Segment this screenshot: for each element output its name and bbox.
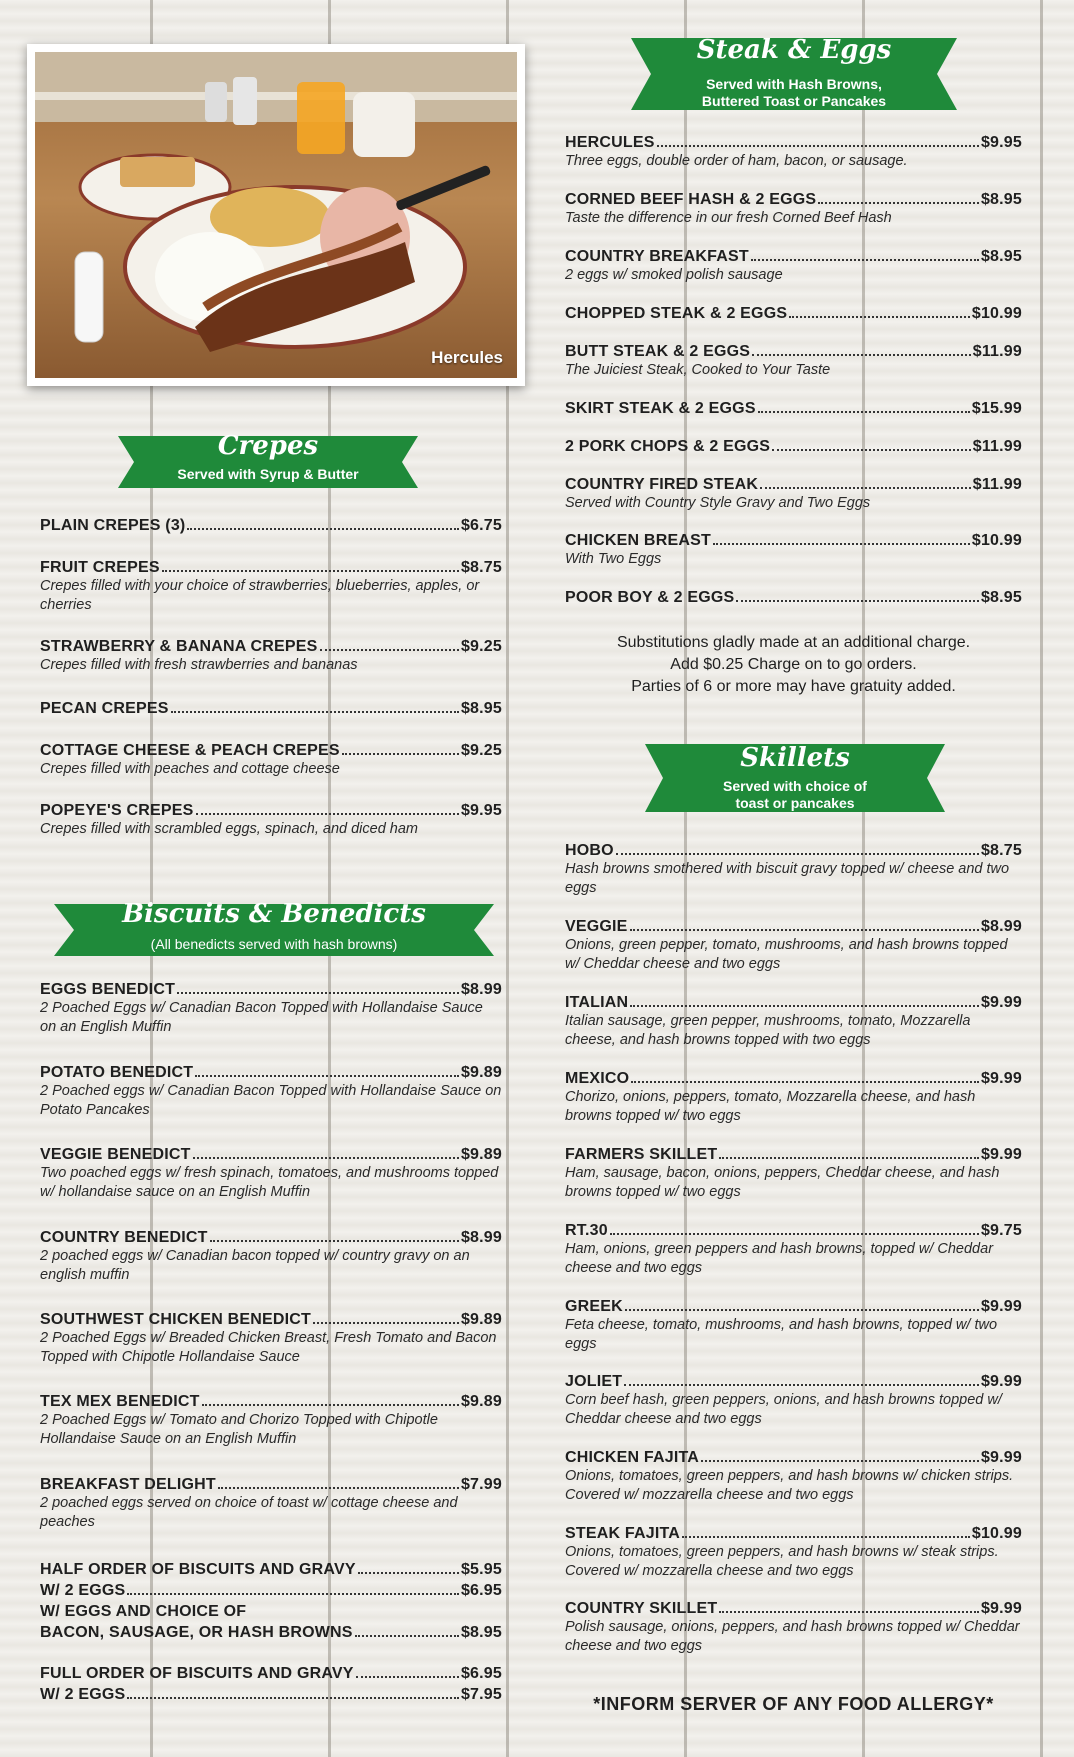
biscuits-banner: [54, 898, 494, 962]
photo-caption: Hercules: [431, 348, 503, 367]
item-price: $10.99: [971, 532, 1022, 549]
dot-leader: [313, 1322, 459, 1324]
menu-item: [565, 191, 1022, 228]
dot-leader: [193, 1157, 459, 1159]
menu-item: [40, 559, 502, 615]
item-price: $9.89: [460, 1064, 502, 1081]
crepes-title: Crepes: [217, 431, 319, 461]
item-description: Taste the difference in our fresh Corned Beef Hash: [565, 210, 892, 226]
item-description: Onions, green pepper, tomato, mushrooms, and hash browns topped w/ Cheddar cheese and two eggs: [565, 937, 1008, 972]
item-name: FRUIT CREPES: [40, 559, 160, 576]
dot-leader: [789, 316, 970, 318]
item-row: [40, 802, 502, 820]
item-price: $9.75: [980, 1222, 1022, 1239]
item-row: [40, 559, 502, 577]
item-row: [40, 700, 502, 718]
plate-illustration: [35, 52, 517, 378]
dot-leader: [202, 1404, 459, 1406]
item-price: $9.25: [460, 638, 502, 655]
item-row: [565, 343, 1022, 361]
item-description: 2 Poached Eggs w/ Breaded Chicken Breast, Fresh Tomato and Bacon Topped with Chipotle Hollandaise Sauce: [40, 1330, 497, 1365]
menu-item: [40, 700, 502, 718]
item-name: POPEYE'S CREPES: [40, 802, 194, 819]
menu-item: [565, 305, 1022, 323]
dot-leader: [171, 711, 459, 713]
item-row: [40, 517, 502, 535]
item-price: $8.95: [980, 248, 1022, 265]
item-price: $8.75: [460, 559, 502, 576]
item-description: 2 Poached eggs w/ Canadian Bacon Topped with Hollandaise Sauce on Potato Pancakes: [40, 1083, 502, 1118]
item-price: $8.95: [980, 589, 1022, 606]
dot-leader: [657, 145, 979, 147]
skillets-subtitle-1: Served with choice of: [723, 778, 867, 794]
item-price: $11.99: [972, 476, 1022, 493]
steak-title: Steak & Eggs: [696, 35, 892, 65]
dot-leader: [736, 600, 979, 602]
dot-leader: [177, 992, 459, 994]
item-price: $11.99: [972, 343, 1022, 360]
item-price: $9.95: [460, 802, 502, 819]
item-name: FARMERS SKILLET: [565, 1146, 718, 1163]
dot-leader: [758, 411, 970, 413]
item-row: [40, 1311, 502, 1329]
dot-leader: [162, 570, 459, 572]
item-name: CHICKEN BREAST: [565, 532, 711, 549]
item-name: JOLIET: [565, 1373, 623, 1390]
dot-leader: [624, 1384, 979, 1386]
item-name: RT.30: [565, 1222, 608, 1239]
item-row: [565, 191, 1022, 209]
menu-item: [565, 248, 1022, 285]
menu-item: [565, 918, 1022, 974]
item-price: $8.75: [980, 842, 1022, 859]
dot-leader: [195, 1075, 459, 1077]
item-price: $8.95: [460, 700, 502, 717]
item-description: Crepes filled with your choice of strawberries, blueberries, apples, or cherries: [40, 578, 480, 613]
menu-item: [40, 981, 502, 1037]
item-price: $9.99: [980, 994, 1022, 1011]
item-description: Polish sausage, onions, peppers, and hash browns topped w/ Cheddar cheese and two eggs: [565, 1619, 1020, 1654]
item-price: $9.99: [980, 1070, 1022, 1087]
item-description: Corn beef hash, green peppers, onions, and hash browns topped w/ Cheddar cheese and two eggs: [565, 1392, 1002, 1427]
menu-item: [565, 1600, 1022, 1656]
item-row: [40, 1580, 502, 1601]
item-name: PECAN CREPES: [40, 700, 169, 717]
item-price: $8.99: [980, 918, 1022, 935]
item-description: Ham, onions, green peppers and hash browns, topped w/ Cheddar cheese and two eggs: [565, 1241, 994, 1276]
item-name: W/ EGGS AND CHOICE OF: [40, 1603, 247, 1620]
item-row: [565, 305, 1022, 323]
dot-leader: [127, 1593, 459, 1595]
item-name: COUNTRY FIRED STEAK: [565, 476, 759, 493]
dot-leader: [630, 1005, 979, 1007]
menu-item: [40, 1146, 502, 1202]
crepes-subtitle: Served with Syrup & Butter: [177, 466, 359, 482]
item-price: $9.89: [460, 1393, 502, 1410]
item-description: Crepes filled with peaches and cottage cheese: [40, 761, 340, 777]
item-name: VEGGIE BENEDICT: [40, 1146, 191, 1163]
item-name: CHOPPED STEAK & 2 EGGS: [565, 305, 788, 322]
item-row: [565, 994, 1022, 1012]
item-row: [565, 589, 1022, 607]
item-row: [40, 1663, 502, 1684]
item-name: HERCULES: [565, 134, 655, 151]
item-row: [40, 1601, 502, 1622]
menu-item: [40, 1064, 502, 1120]
item-name: EGGS BENEDICT: [40, 981, 176, 998]
item-row: [40, 981, 502, 999]
item-name: STEAK FAJITA: [565, 1525, 681, 1542]
item-price: $7.95: [460, 1686, 502, 1703]
biscuits-subtitle: (All benedicts served with hash browns): [150, 936, 398, 952]
biscuits-title: Biscuits & Benedicts: [122, 899, 426, 929]
item-description: Feta cheese, tomato, mushrooms, and hash browns, topped w/ two eggs: [565, 1317, 998, 1352]
menu-item: [565, 1070, 1022, 1126]
breakfast-plate-image: [35, 52, 517, 378]
menu-item: [40, 1229, 502, 1285]
item-row: [565, 248, 1022, 266]
item-row: [565, 842, 1022, 860]
dot-leader: [342, 753, 459, 755]
item-row: [565, 918, 1022, 936]
item-description: Crepes filled with scrambled eggs, spinach, and diced ham: [40, 821, 419, 837]
item-row: [40, 1393, 502, 1411]
item-price: $11.99: [972, 438, 1022, 455]
item-row: [40, 1229, 502, 1247]
item-price: $9.25: [460, 742, 502, 759]
item-name: CHICKEN FAJITA: [565, 1449, 700, 1466]
item-name: GREEK: [565, 1298, 623, 1315]
dot-leader: [625, 1309, 979, 1311]
item-name: HOBO: [565, 842, 614, 859]
menu-item: [40, 1476, 502, 1532]
item-row: [565, 1146, 1022, 1164]
item-row: [565, 1449, 1022, 1467]
item-name: COUNTRY BENEDICT: [40, 1229, 208, 1246]
dot-leader: [320, 649, 459, 651]
item-price: $8.95: [980, 191, 1022, 208]
item-name: BREAKFAST DELIGHT: [40, 1476, 216, 1493]
item-row: [40, 742, 502, 760]
menu-item: [565, 438, 1022, 456]
menu-item: [40, 517, 502, 535]
item-price: $10.99: [971, 305, 1022, 322]
dot-leader: [818, 202, 979, 204]
item-name: W/ 2 EGGS: [40, 1686, 126, 1703]
skillets-subtitle-2: toast or pancakes: [735, 795, 855, 811]
dot-leader: [356, 1676, 459, 1678]
item-name: COUNTRY SKILLET: [565, 1600, 718, 1617]
item-name: VEGGIE: [565, 918, 628, 935]
dot-leader: [630, 929, 979, 931]
item-description: Hash browns smothered with biscuit gravy topped w/ cheese and two eggs: [565, 861, 1010, 896]
item-name: 2 PORK CHOPS & 2 EGGS: [565, 438, 771, 455]
to-go-note: Add $0.25 Charge on to go orders.: [670, 656, 917, 673]
item-row: [40, 1559, 502, 1580]
menu-item: [565, 1525, 1022, 1581]
item-price: $6.75: [460, 517, 502, 534]
item-name: POOR BOY & 2 EGGS: [565, 589, 735, 606]
substitutions-note: Substitutions gladly made at an additional charge.: [616, 634, 971, 651]
item-description: Onions, tomatoes, green peppers, and hash browns w/ chicken strips. Covered w/ mozzarella cheese and two eggs: [565, 1468, 1014, 1503]
menu-item: [565, 1222, 1022, 1278]
item-description: Three eggs, double order of ham, bacon, or sausage.: [565, 153, 908, 169]
item-name: POTATO BENEDICT: [40, 1064, 194, 1081]
item-row: [565, 532, 1022, 550]
dot-leader: [760, 487, 971, 489]
item-price: $5.95: [460, 1561, 502, 1578]
item-description: 2 poached eggs w/ Canadian bacon topped w/ country gravy on an english muffin: [40, 1248, 470, 1283]
item-row: [40, 638, 502, 656]
half-order-group: [40, 1559, 502, 1643]
menu-item: [565, 1373, 1022, 1429]
skillets-title: Skillets: [740, 743, 850, 773]
menu-item: [40, 1311, 502, 1367]
item-row: [40, 1476, 502, 1494]
menu-item: [565, 343, 1022, 380]
item-description: 2 Poached Eggs w/ Tomato and Chorizo Topped with Chipotle Hollandaise Sauce on an English Muffin: [40, 1412, 438, 1447]
menu-item: [565, 532, 1022, 569]
item-price: $8.99: [460, 981, 502, 998]
item-name: STRAWBERRY & BANANA CREPES: [40, 638, 318, 655]
menu-item: [565, 400, 1022, 418]
item-row: [565, 476, 1022, 494]
menu-item: [565, 842, 1022, 898]
item-price: $6.95: [460, 1665, 502, 1682]
menu-item: [40, 638, 502, 675]
item-row: [565, 438, 1022, 456]
allergy-notice: *INFORM SERVER OF ANY FOOD ALLERGY*: [593, 1694, 994, 1714]
item-name: BACON, SAUSAGE, OR HASH BROWNS: [40, 1624, 353, 1641]
item-row: [565, 134, 1022, 152]
item-description: 2 Poached Eggs w/ Canadian Bacon Topped with Hollandaise Sauce on an English Muffin: [40, 1000, 483, 1035]
item-name: COUNTRY BREAKFAST: [565, 248, 749, 265]
dot-leader: [358, 1572, 459, 1574]
menu-item: [565, 589, 1022, 607]
dot-leader: [616, 853, 979, 855]
menu-item: [40, 802, 502, 839]
item-price: $15.99: [971, 400, 1022, 417]
item-name: TEX MEX BENEDICT: [40, 1393, 200, 1410]
item-name: SKIRT STEAK & 2 EGGS: [565, 400, 756, 417]
item-row: [40, 1064, 502, 1082]
item-name: PLAIN CREPES (3): [40, 517, 186, 534]
item-description: Onions, tomatoes, green peppers, and hash browns w/ steak strips. Covered w/ mozzarella cheese and two eggs: [565, 1544, 999, 1579]
item-description: Chorizo, onions, peppers, tomato, Mozzarella cheese, and hash browns topped w/ two eggs: [565, 1089, 976, 1124]
item-row: [565, 1600, 1022, 1618]
gratuity-note: Parties of 6 or more may have gratuity added.: [631, 678, 956, 695]
dot-leader: [772, 449, 971, 451]
item-row: [565, 1373, 1022, 1391]
steak-subtitle-1: Served with Hash Browns,: [706, 76, 882, 92]
dot-leader: [752, 354, 971, 356]
item-row: [565, 1222, 1022, 1240]
item-description: 2 eggs w/ smoked polish sausage: [565, 267, 783, 283]
item-description: The Juiciest Steak, Cooked to Your Taste: [565, 362, 831, 378]
item-name: COTTAGE CHEESE & PEACH CREPES: [40, 742, 340, 759]
item-price: $9.99: [980, 1449, 1022, 1466]
item-price: $9.99: [980, 1146, 1022, 1163]
steak-subtitle-2: Buttered Toast or Pancakes: [701, 93, 887, 109]
dot-leader: [701, 1460, 979, 1462]
menu-item: [565, 1298, 1022, 1354]
item-row: [565, 1070, 1022, 1088]
dot-leader: [682, 1536, 970, 1538]
item-price: $9.99: [980, 1298, 1022, 1315]
dot-leader: [713, 543, 970, 545]
dot-leader: [187, 528, 459, 530]
item-description: Crepes filled with fresh strawberries and bananas: [40, 657, 358, 673]
item-name: CORNED BEEF HASH & 2 EGGS: [565, 191, 817, 208]
dot-leader: [719, 1611, 979, 1613]
item-name: MEXICO: [565, 1070, 630, 1087]
hercules-photo: [27, 44, 525, 386]
dot-leader: [751, 259, 979, 261]
menu-item: [40, 742, 502, 779]
dot-leader: [631, 1081, 979, 1083]
crepes-banner: [118, 430, 418, 494]
item-description: Italian sausage, green pepper, mushrooms, tomato, Mozzarella cheese, and hash browns topped with two eggs: [565, 1013, 971, 1048]
item-row: [40, 1622, 502, 1643]
item-name: SOUTHWEST CHICKEN BENEDICT: [40, 1311, 311, 1328]
full-order-group: [40, 1663, 502, 1705]
item-price: $9.95: [980, 134, 1022, 151]
menu-item: [565, 1146, 1022, 1202]
dot-leader: [127, 1697, 459, 1699]
menu-item: [40, 1393, 502, 1449]
item-name: ITALIAN: [565, 994, 629, 1011]
item-description: Ham, sausage, bacon, onions, peppers, Cheddar cheese, and hash browns topped w/ two eggs: [565, 1165, 1000, 1200]
item-row: [565, 1525, 1022, 1543]
dot-leader: [218, 1487, 459, 1489]
item-row: [565, 1298, 1022, 1316]
dot-leader: [355, 1635, 459, 1637]
item-description: Served with Country Style Gravy and Two Eggs: [565, 495, 871, 511]
item-price: $9.99: [980, 1373, 1022, 1390]
item-price: $9.99: [980, 1600, 1022, 1617]
item-price: $10.99: [971, 1525, 1022, 1542]
item-price: $6.95: [460, 1582, 502, 1599]
menu-item: [565, 1449, 1022, 1505]
item-description: With Two Eggs: [565, 551, 662, 567]
dot-leader: [719, 1157, 979, 1159]
skillets-banner: [645, 742, 945, 814]
menu-item: [565, 134, 1022, 171]
dot-leader: [196, 813, 459, 815]
item-price: $9.89: [460, 1311, 502, 1328]
item-row: [40, 1146, 502, 1164]
item-price: $9.89: [460, 1146, 502, 1163]
item-name: BUTT STEAK & 2 EGGS: [565, 343, 751, 360]
item-description: Two poached eggs w/ fresh spinach, tomatoes, and mushrooms topped w/ hollandaise sauce on an English Muffin: [40, 1165, 499, 1200]
dot-leader: [210, 1240, 459, 1242]
item-price: $7.99: [460, 1476, 502, 1493]
item-row: [40, 1684, 502, 1705]
item-name: HALF ORDER OF BISCUITS AND GRAVY: [40, 1561, 356, 1578]
item-row: [565, 400, 1022, 418]
menu-item: [565, 994, 1022, 1050]
item-name: W/ 2 EGGS: [40, 1582, 126, 1599]
item-price: $8.95: [460, 1624, 502, 1641]
item-price: $8.99: [460, 1229, 502, 1246]
steak-banner: [631, 34, 957, 114]
menu-item: [565, 476, 1022, 513]
dot-leader: [610, 1233, 979, 1235]
item-description: 2 poached eggs served on choice of toast w/ cottage cheese and peaches: [40, 1495, 458, 1530]
item-name: FULL ORDER OF BISCUITS AND GRAVY: [40, 1665, 354, 1682]
